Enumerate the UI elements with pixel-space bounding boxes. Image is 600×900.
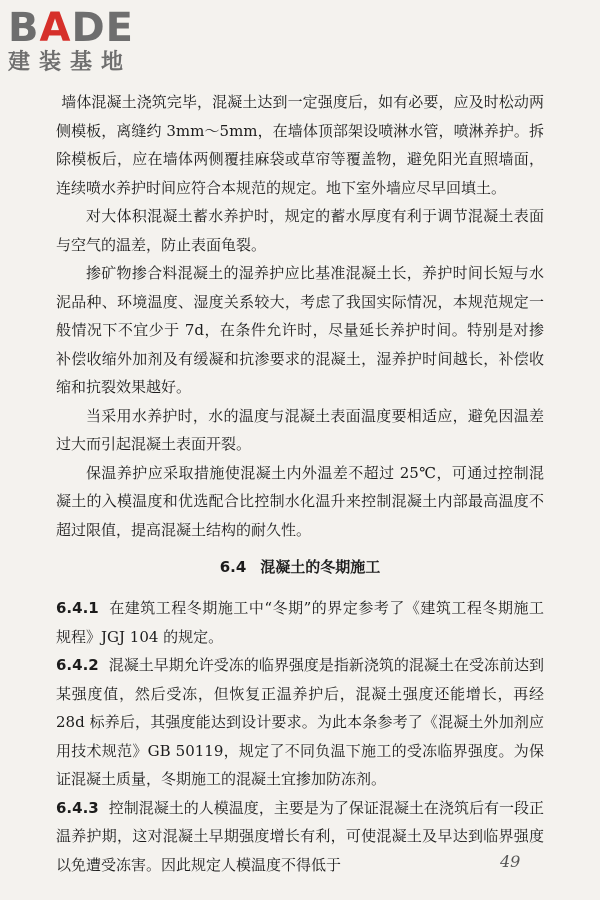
clause-text: 混凝土早期允许受冻的临界强度是指新浇筑的混凝土在受冻前达到某强度值，然后受冻，但恢复正温养护后，混凝土强度还能增长，再经 28d 标养后，其强度能达到设计要求。为此本条参考了《混凝土外加剂应用技术规范》GB 50119，规定了不同负温下施工的受冻临界强度。为保证混凝土质量，冬期施工的混凝土宜掺加防冻剂。 (56, 656, 544, 788)
paragraph-mass-concrete: 对大体积混凝土蓄水养护时，规定的蓄水厚度有利于调节混凝土表面与空气的温差，防止表面龟裂。 (56, 207, 544, 254)
paragraph-mineral-admixture: 掺矿物掺合料混凝土的湿养护应比基准混凝土长，养护时间长短与水泥品种、环境温度、湿度关系较大，考虑了我国实际情况，本规范规定一般情况下不宜少于 7d，在条件允许时，尽量延长养护时间。特别是对掺补偿收缩外加剂及有缓凝和抗渗要求的混凝土，湿养护时间越长，补偿收缩和抗裂效果越好。 (56, 264, 544, 396)
page-number: 49 (500, 852, 521, 871)
logo-subtitle: 建装基地 (8, 50, 133, 75)
paragraph-insulation-curing: 保温养护应采取措施使混凝土内外温差不超过 25℃，可通过控制混凝土的入模温度和优选配合比控制水化温升来控制混凝土内部最高温度不超过限值，提高混凝土结构的耐久性。 (56, 463, 544, 539)
clause-number: 6.4.1 (56, 599, 99, 617)
logo-brand: BADE (8, 5, 134, 51)
bade-logo (8, 6, 178, 76)
section-heading (56, 553, 544, 581)
paragraph-wall-curing: 墙体混凝土浇筑完毕，混凝土达到一定强度后，如有必要，应及时松动两侧模板，离缝约 3mm～5mm，在墙体顶部架设喷淋水管，喷淋养护。拆除模板后，应在墙体两侧覆挂麻袋或草帘等覆盖物，避免阳光直照墙面，连续喷水养护时间应符合本规范的规定。地下室外墙应尽早回填土。 (56, 93, 544, 197)
clause-6-4-1 (56, 594, 544, 651)
clause-6-4-3 (56, 794, 544, 880)
clause-text: 控制混凝土的人模温度，主要是为了保证混凝土在浇筑后有一段正温养护期，这对混凝土早期强度增长有利，可使混凝土及早达到临界强度以免遭受冻害。因此规定人模温度不得低于 (56, 798, 544, 874)
clause-text: 在建筑工程冬期施工中“冬期”的界定参考了《建筑工程冬期施工规程》JGJ 104 的规定。 (56, 599, 544, 646)
paragraph-water-curing: 当采用水养护时，水的温度与混凝土表面温度要相适应，避免因温差过大而引起混凝土表面开裂。 (56, 406, 544, 453)
clause-number: 6.4.3 (56, 798, 99, 817)
page-body (56, 88, 544, 879)
clause-number: 6.4.2 (56, 656, 99, 674)
section-title: 混凝土的冬期施工 (260, 558, 381, 576)
section-number: 6.4 (219, 558, 247, 576)
clause-6-4-2 (56, 651, 544, 794)
